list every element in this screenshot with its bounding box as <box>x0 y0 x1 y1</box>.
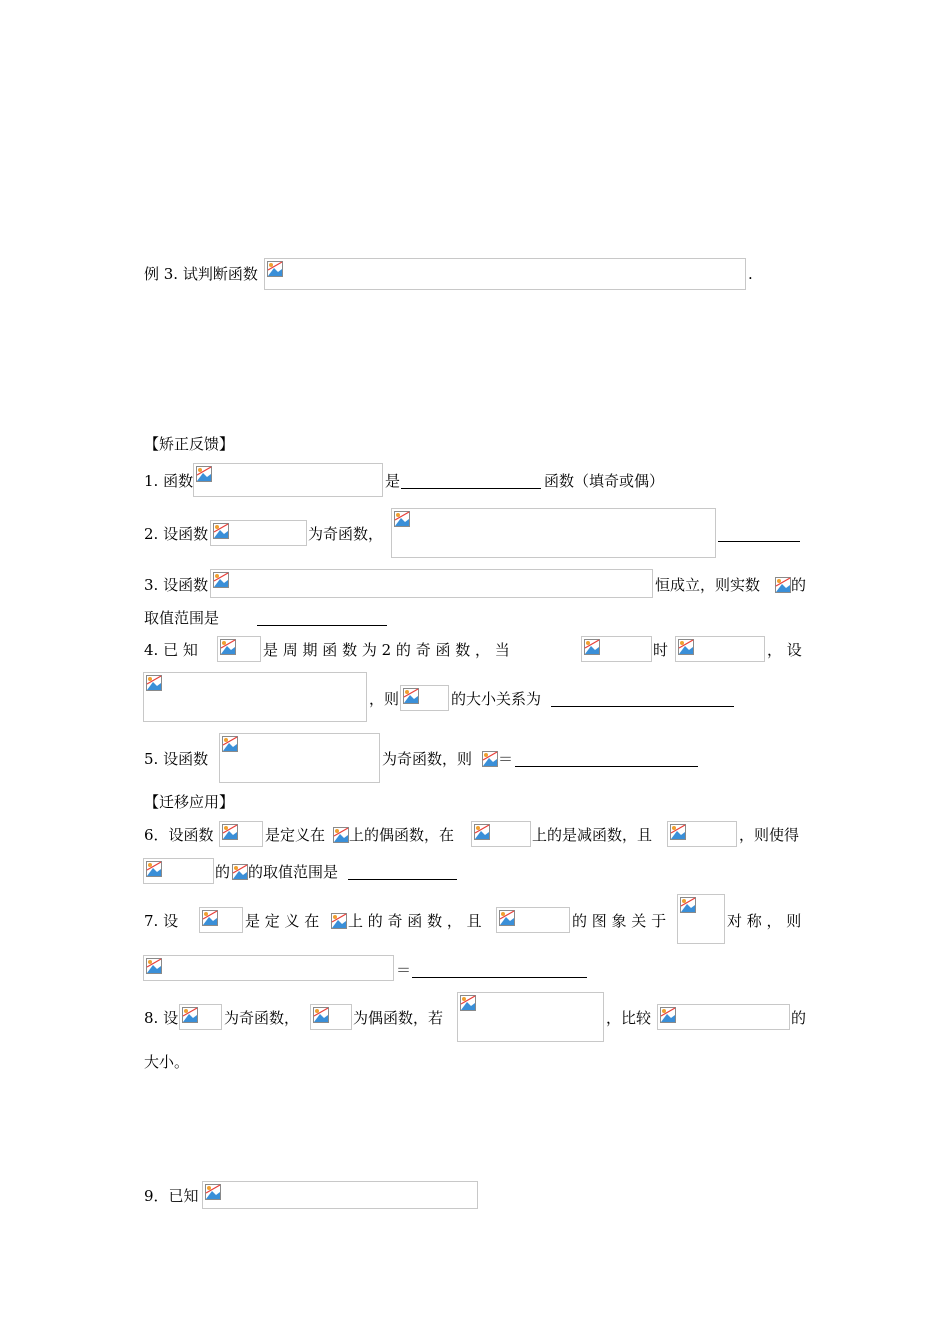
q3-text: 恒成立，则实数 <box>655 576 761 594</box>
formula-image <box>210 569 653 598</box>
formula-image <box>675 636 765 662</box>
section-title-feedback: 【矫正反馈】 <box>144 435 235 453</box>
formula-image <box>457 992 604 1042</box>
q1-text: 函数（填奇或偶） <box>544 472 665 490</box>
q6-text: 上的是减函数，且 <box>532 826 653 844</box>
q3-text: 的 <box>791 576 807 594</box>
formula-image <box>143 672 367 722</box>
q6-text: 是定义在 <box>265 826 326 844</box>
broken-image-icon <box>499 910 515 926</box>
q8-text: ，比较 <box>606 1009 652 1027</box>
answer-blank[interactable] <box>515 766 698 767</box>
broken-image-icon <box>222 736 238 752</box>
formula-image <box>202 1181 478 1209</box>
formula-image <box>143 858 214 884</box>
q8-text: 的 <box>791 1009 807 1027</box>
broken-image-icon <box>670 824 686 840</box>
formula-image <box>400 685 449 711</box>
answer-blank[interactable] <box>348 879 457 880</box>
answer-blank[interactable] <box>401 488 541 489</box>
broken-image-icon <box>660 1007 676 1023</box>
formula-image <box>179 1004 222 1030</box>
broken-image-icon <box>313 1007 329 1023</box>
broken-image-icon <box>222 824 238 840</box>
formula-image <box>471 821 531 847</box>
q2-text: 为奇函数， <box>308 525 384 543</box>
q6-text: ，则使得 <box>739 826 800 844</box>
q7-text: 的 图 象 关 于 <box>572 912 667 930</box>
q6-text: 的 <box>215 863 231 881</box>
formula-image <box>143 955 394 981</box>
formula-image <box>496 907 570 933</box>
broken-image-icon <box>146 675 162 691</box>
broken-image-icon <box>474 824 490 840</box>
broken-image-icon <box>403 688 419 704</box>
broken-image-icon <box>394 511 410 527</box>
period: . <box>748 265 753 283</box>
broken-image-icon <box>213 523 229 539</box>
formula-image <box>657 1004 790 1030</box>
broken-image-icon <box>482 751 498 767</box>
formula-image <box>667 821 737 847</box>
q2-label: 2. 设函数 <box>144 525 209 543</box>
broken-image-icon <box>460 995 476 1011</box>
formula-image <box>217 636 261 662</box>
q8-text: 为偶函数，若 <box>353 1009 444 1027</box>
q4-text: 时 <box>653 641 669 659</box>
broken-image-icon <box>146 861 162 877</box>
q3-text: 取值范围是 <box>144 609 220 627</box>
answer-blank[interactable] <box>257 625 387 626</box>
q8-label: 8. 设 <box>144 1009 179 1027</box>
formula-image <box>219 733 380 783</box>
formula-image <box>677 894 725 944</box>
q8-text: 大小。 <box>144 1053 190 1071</box>
broken-image-icon <box>213 572 229 588</box>
q1-text: 是 <box>385 472 401 490</box>
formula-image <box>210 520 307 546</box>
answer-blank[interactable] <box>551 706 734 707</box>
broken-image-icon <box>331 913 347 929</box>
q7-text: 上 的 奇 函 数 ， 且 <box>348 912 482 930</box>
formula-image <box>264 258 746 290</box>
q4-text: 的大小关系为 <box>451 690 542 708</box>
q9-label: 9．已知 <box>144 1187 199 1205</box>
q5-label: 5. 设函数 <box>144 750 209 768</box>
q7-text: ＝ <box>396 961 412 979</box>
answer-blank[interactable] <box>412 977 587 978</box>
q6-text: 上的偶函数，在 <box>349 826 455 844</box>
q7-text: 是 定 义 在 <box>245 912 320 930</box>
q6-text: 的取值范围是 <box>248 863 339 881</box>
formula-image <box>193 463 383 497</box>
formula-image <box>391 508 716 558</box>
q7-label: 7. 设 <box>144 912 179 930</box>
q3-label: 3. 设函数 <box>144 576 209 594</box>
q4-label: 4. 已 知 <box>144 641 198 659</box>
q7-text: 对 称 ， 则 <box>727 912 802 930</box>
section-title-transfer: 【迁移应用】 <box>144 793 235 811</box>
broken-image-icon <box>182 1007 198 1023</box>
q6-label: 6．设函数 <box>144 826 214 844</box>
broken-image-icon <box>680 897 696 913</box>
broken-image-icon <box>584 639 600 655</box>
broken-image-icon <box>678 639 694 655</box>
example-3-label: 例 3. 试判断函数 <box>144 265 258 283</box>
broken-image-icon <box>205 1184 221 1200</box>
broken-image-icon <box>232 864 248 880</box>
q5-text: ＝ <box>498 750 514 768</box>
q1-label: 1. 函数 <box>144 472 194 490</box>
broken-image-icon <box>196 466 212 482</box>
broken-image-icon <box>202 910 218 926</box>
formula-image <box>581 636 652 662</box>
answer-blank[interactable] <box>718 541 800 542</box>
formula-image <box>219 821 263 847</box>
q5-text: 为奇函数，则 <box>382 750 473 768</box>
formula-image <box>199 907 243 933</box>
broken-image-icon <box>333 827 349 843</box>
q4-text: ，则 <box>369 690 400 708</box>
broken-image-icon <box>775 577 791 593</box>
broken-image-icon <box>220 639 236 655</box>
q4-text: ， 设 <box>767 641 802 659</box>
broken-image-icon <box>146 958 162 974</box>
q4-text: 是 周 期 函 数 为 2 的 奇 函 数 ， 当 <box>263 641 510 659</box>
q8-text: 为奇函数， <box>224 1009 300 1027</box>
broken-image-icon <box>267 261 283 277</box>
formula-image <box>310 1004 352 1030</box>
